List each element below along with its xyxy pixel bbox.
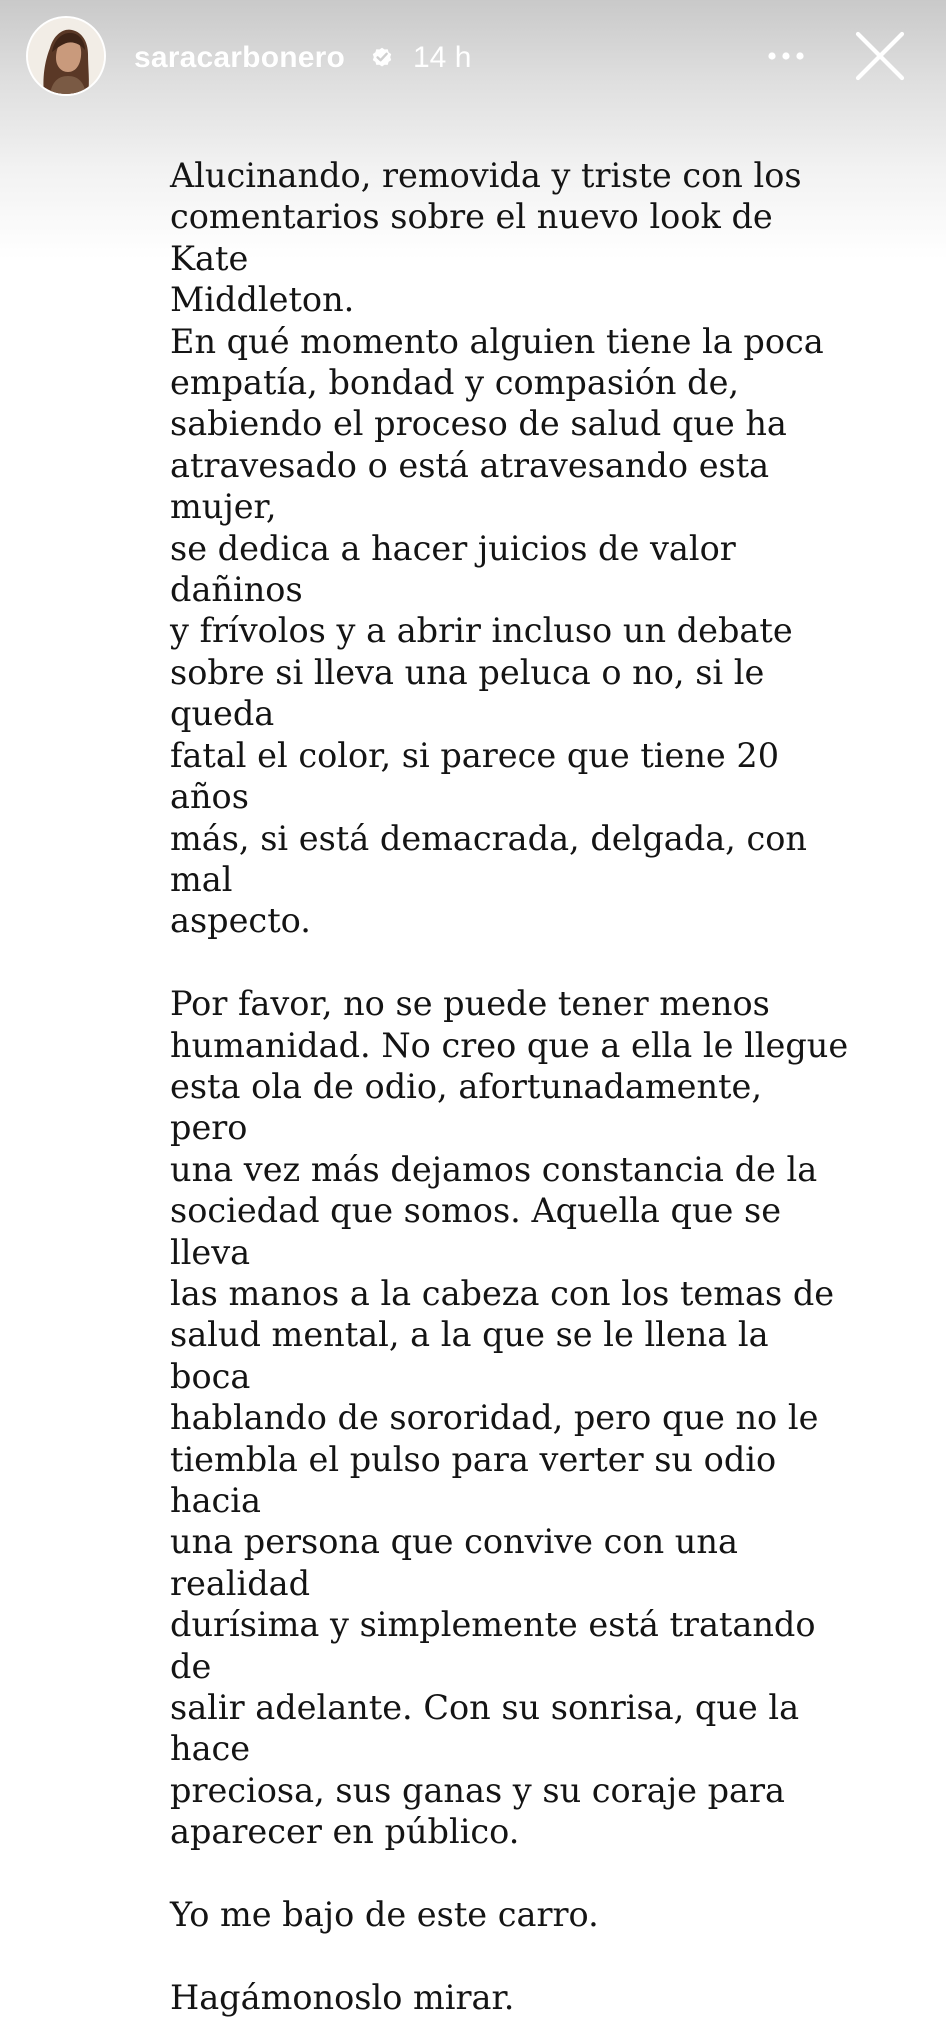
avatar[interactable]	[28, 18, 104, 94]
close-icon[interactable]	[852, 28, 908, 84]
paragraph-1: Alucinando, removida y triste con los comentarios sobre el nuevo look de Kate Middleton. En qué momento alguien tiene la poca empatía, bondad y compasión de, sabiendo el proceso de salud que ha atravesado o está atravesando esta mujer, se dedica a hacer juicios de valor dañinos y frívolos y a abrir incluso un debate sobre si lleva una peluca o no, si le queda fatal el color, si parece que tiene 20 años más, si está demacrada, delgada, con mal aspecto.	[170, 156, 824, 941]
timestamp: 14 h	[413, 41, 472, 74]
story-text	[170, 155, 850, 2018]
story-header	[0, 0, 946, 120]
paragraph-2: Por favor, no se puede tener menos humanidad. No creo que a ella le llegue esta ola de odio, afortunadamente, pero una vez más dejamos constancia de la sociedad que somos. Aquella que se lleva las manos a la cabeza con los temas de salud mental, a la que se le llena la boca hablando de sororidad, pero que no le tiembla el pulso para verter su odio hacia una persona que convive con una realidad durísima y simplemente está tratando de salir adelante. Con su sonrisa, que la hace preciosa, sus ganas y su coraje para aparecer en público.	[170, 984, 849, 1852]
username[interactable]: saracarbonero	[134, 41, 346, 74]
paragraph-4: Hagámonoslo mirar.	[170, 1977, 515, 2017]
paragraph-3: Yo me bajo de este carro.	[170, 1895, 599, 1935]
avatar-image	[28, 18, 104, 94]
verified-badge-icon	[370, 45, 394, 69]
more-options-icon[interactable]	[762, 40, 810, 72]
